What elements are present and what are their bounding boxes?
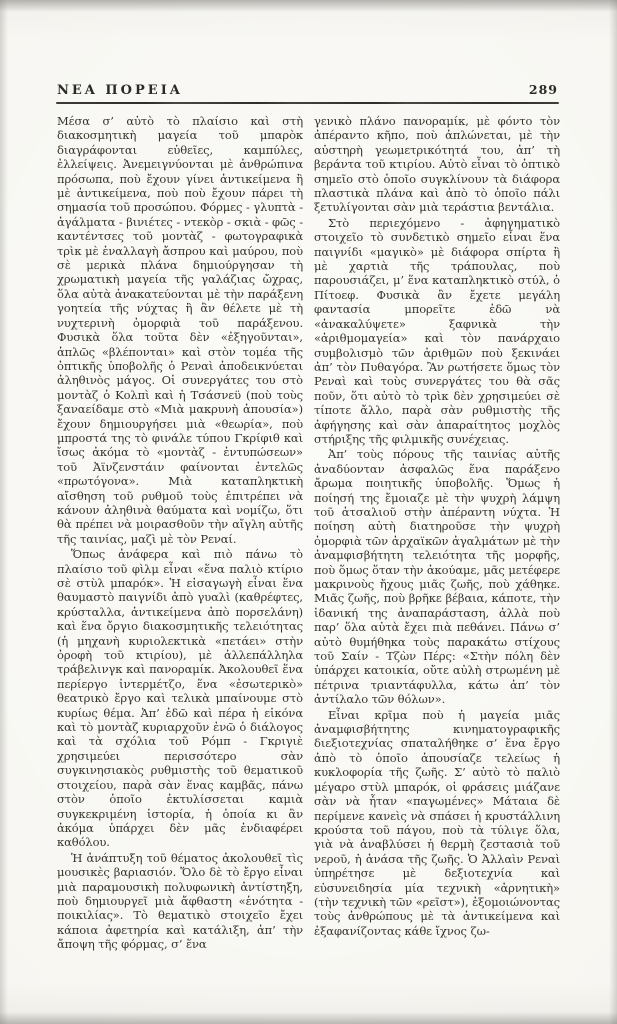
scan-edge-right <box>609 0 617 1024</box>
journal-title: ΝΕΑ ΠΟΡΕΙΑ <box>57 83 183 98</box>
scan-edge-top <box>0 0 617 12</box>
page-number: 289 <box>528 82 558 97</box>
header-rule-divider <box>56 102 559 104</box>
scan-edge-left <box>0 0 8 1024</box>
paragraph-continuation: Μέσα σ’ αὐτὸ τὸ πλαίσιο καὶ στὴ διακοσμητικὴ μαγεία τοῦ μπαρὸκ διαγράφονται εὐθεῖες, καμπύλες, ἐλλείψεις. Ἀνεμειγνύονται μὲ ἀνθρώπινα πρόσωπα, ποὺ ἔχουν γίνει ἀντικείμενα ἢ μὲ ἀντικείμενα, ποὺ ποὺ ἔχουν πάρει τὴ σημασία τοῦ προσώπου. Φόρμες - γλυπτὰ - ἀγάλματα - βινιέτες - ντεκὸρ - σκιὰ - φῶς - καντέντσες τοῦ μοντὰζ - φωτογραφικὰ τρὶκ μὲ ἐναλλαγὴ ἄσπρου καὶ μαύρου, ποὺ σὲ μερικὰ πλάνα δημιούργησαν τὴ χρωματικὴ μαγεία τῆς γαλάζιας ὤχρας, ὅλα αὐτὰ ἀνακατεύονται μὲ τὴν παράξενη γοητεία τῆς νύχτας ἢ ἂν θέλετε μὲ τὴ νυχτερινὴ ὀμορφιὰ τοῦ παράξενου. Φυσικὰ ὅλα τοῦτα δὲν «ἐξηγοῦνται», ἁπλῶς «βλέπονται» καὶ στὸν τομέα τῆς ὀπτικῆς ὑποβολῆς ὁ Ρεναὶ ἀποδεικνύεται ἀληθινὸς μάγος. Οἱ συνεργάτες του στὸ μοντὰζ ὁ Κολπὶ καὶ ἡ Τσάσνεϋ (ποὺ τοὺς ξαναείδαμε στὸ «Μιὰ μακρυνὴ ἀπουσία») ἔχουν δημιουργήσει μιὰ «θεωρία», ποὺ μπροστά της τὸ φινάλε τύπου Γκρίφιθ καὶ ἴσως ἀκόμα τὸ «μοντὰζ - ἐντυπώσεων» τοῦ Ἀϊνζενστάιν φαίνονται ἐντελῶς «πρωτόγονα». Μιὰ καταπληκτικὴ αἴσθηση τοῦ ρυθμοῦ τοὺς ἐπιτρέπει νὰ κάνουν ἀληθινὰ θαύματα καὶ νομίζω, ὅτι θὰ πρέπει νὰ μοιρασθοῦν τὴν αἴγλη αὐτῆς τῆς ταινίας, μαζὶ μὲ τὸν Ρεναί. <box>57 114 303 546</box>
running-header <box>57 82 558 98</box>
paragraph: Ἡ ἀνάπτυξη τοῦ θέματος ἀκολουθεῖ τὶς μουσικὲς βαριασιόν. Ὅλο δὲ τὸ ἔργο εἶναι μιὰ παραμουσικὴ πολυφωνικὴ ἀντίστηξη, ποὺ δημιουργεῖ μιὰ ἄφθαστη «ἑνότητα - ποικιλίας». Τὸ θεματικὸ στοιχεῖο ἔχει κάποια ἀφετηρία καὶ κατάλιξη, ἀπ’ τὴν ἄποψη τῆς φόρμας, σ’ ἕνα <box>57 850 303 952</box>
paragraph: Ὅπως ἀνάφερα καὶ πιὸ πάνω τὸ πλαίσιο τοῦ φὶλμ εἶναι «ἕνα παλιὸ κτίριο σὲ στὺλ μπαρόκ». Ἡ εἰσαγωγὴ εἶναι ἕνα θαυμαστὸ παιγνίδι ἀπὸ γυαλὶ (καθρέφτες, κρύσταλλα, ἀντικείμενα ἀπὸ πορσελάνη) καὶ ἕνα ὄργιο διακοσμητικῆς τελειότητας (ἡ μηχανὴ κυριολεκτικὰ «πετάει» στὴν ὀροφὴ τοῦ κτιρίου), μὲ ἀλλεπάλληλα τράβελινγκ καὶ πανοραμίκ. Ἀκολουθεῖ ἕνα περίεργο ἰντερμέτζο, ἕνα «ἐσωτερικὸ» θεατρικὸ ἔργο καὶ τελικὰ μπαίνουμε στὸ κυρίως θέμα. Ἀπ’ ἐδῶ καὶ πέρα ἡ εἰκόνα καὶ τὸ μοντὰζ κυριαρχοῦν ἐνῶ ὁ διάλογος καὶ τὰ σχόλια τοῦ Ρόμπ - Γκριγιὲ χρησιμεύει περισσότερο σὰν συγκινησιακὸς ρυθμιστὴς τοῦ θεματικοῦ στοιχείου, παρὰ σὰν ἕνας καμβᾶς, πάνω στὸν ὁποῖο ἐκτυλίσσεται καμιὰ συγκεκριμένη ἱστορία, ἡ ὁποία κι ἂν ἀκόμα ὑπάρχει δὲν μᾶς ἐνδιαφέρει καθόλου. <box>57 547 303 850</box>
text-columns <box>57 114 560 952</box>
paragraph: Ἀπ’ τοὺς πόρους τῆς ταινίας αὐτῆς ἀναδύονταν ἀσφαλῶς ἕνα παράξενο ἄρωμα ποιητικῆς ὑποβολῆς. Ὅμως ἡ ποίησή της ἔμοιαζε μὲ τὴν ψυχρὴ λάμψη τοῦ ἀτσαλιοῦ στὴν ἀπέραντη νύχτα. Ἡ ποίηση αὐτὴ διατηροῦσε τὴν ψυχρὴ ὀμορφιὰ τῶν ἀρχαϊκῶν ἀγαλμάτων μὲ τὴν ἀναμφισβήτητη τελειότητα τῆς μορφῆς, ποὺ ὅμως ὅταν τὴν ἀκούαμε, μᾶς μετέφερε μακρινοὺς ἤχους μιᾶς ζωῆς, ποὺ χάθηκε. Μιᾶς ζωῆς, ποὺ βρῆκε βέβαια, κάποτε, τὴν ἰδανική της ἀναπαράσταση, ἀλλὰ ποὺ παρ’ ὅλα αὐτὰ ἔχει πιὰ πεθάνει. Πάνω σ’ αὐτὸ θυμήθηκα τοὺς παρακάτω στίχους τοῦ Σαίν - Τζὼν Πέρς: «Στὴν πόλη δὲν ὑπάρχει κατοικία, οὔτε αὐλὴ στρωμένη μὲ πέτρινα τριαντάφυλλα, κάτω ἀπ’ τὸν ἀντίλαλο τῶν θόλων». <box>314 447 560 707</box>
paragraph-continuation: γενικὸ πλάνο πανοραμίκ, μὲ φόντο τὸν ἀπέραντο κῆπο, ποὺ ἁπλώνεται, μὲ τὴν αὐστηρὴ γεωμετρικότητά του, ἀπ’ τὴ βεράντα τοῦ κτιρίου. Αὐτὸ εἶναι τὸ ὀπτικὸ σημεῖο στὸ ὁποῖο συγκλίνουν τὰ διάφορα πλαστικὰ πλάνα καὶ ἀπὸ τὸ ὁποῖο πάλι ξετυλίγονται σὰν μιὰ τεράστια βεντάλια. <box>314 114 560 215</box>
paragraph: Στὸ περιεχόμενο - ἀφηγηματικὸ στοιχεῖο τὸ συνδετικὸ σημεῖο εἶναι ἕνα παιγνίδι «μαγικὸ» μὲ διάφορα σπίρτα ἢ μὲ χαρτιὰ τῆς τράπουλας, ποὺ παρουσιάζει, μ’ ἕνα καταπληκτικὸ στύλ, ὁ Πίτοεφ. Φυσικὰ ἂν ἔχετε μεγάλη φαντασία μπορεῖτε ἐδῶ νὰ «ἀνακαλύψετε» ξαφνικὰ τὴν «ἀριθμομαγεία» καὶ τὸν πανάρχαιο συμβολισμὸ τῶν ἀριθμῶν ποὺ ξεκινάει ἀπ’ τὸν Πυθαγόρα. Ἂν ρωτήσετε ὅμως τὸν Ρεναὶ καὶ τοὺς συνεργάτες του θὰ σᾶς ποῦν, ὅτι αὐτὸ τὸ τρὶκ δὲν χρησιμεύει σὲ τίποτε ἄλλο, παρὰ σὰν ρυθμιστὴς τῆς ἀφήγησης καὶ σὰν ἀπαραίτητος μοχλὸς στήριξης τῆς φιλμικῆς συνέχειας. <box>314 215 560 446</box>
scan-edge-bottom <box>0 1012 617 1024</box>
paragraph: Εἶναι κρῖμα ποὺ ἡ μαγεία μιᾶς ἀναμφισβήτητης κινηματογραφικῆς διεξιοτεχνίας σπαταλήθηκε σ’ ἕνα ἔργο ἀπὸ τὸ ὁποῖο ἀπουσίαζε τελείως ἡ κυκλοφορία τῆς ζωῆς. Σ’ αὐτὸ τὸ παλιὸ μέγαρο στὺλ μπαρόκ, οἱ φράσεις μιάζανε σὰν νὰ ἦταν «παγωμένες» Μάταια δὲ περίμενε κανεὶς νὰ σπάσει ἡ κρυστάλλινη κρούστα τοῦ πάγου, ποὺ τὰ τύλιγε ὅλα, γιὰ νὰ ἀναβλύσει ἡ θερμὴ ζεστασιὰ τοῦ νεροῦ, ἡ ἀνάσα τῆς ζωῆς. Ὁ Ἀλλαὶν Ρεναὶ ὑπηρέτησε μὲ δεξιοτεχνία καὶ εὐσυνειδησία μία τεχνικὴ «ἀρνητικὴ» (τὴν τεχνικὴ τῶν «ρεῖστ»), ἐξομοιώνοντας τοὺς ἀνθρώπους μὲ τὰ ἀντικείμενα καὶ ἐξαφανίζοντας κάθε ἴχνος ζω- <box>314 707 560 938</box>
column-left <box>57 114 303 952</box>
column-right <box>314 114 560 952</box>
